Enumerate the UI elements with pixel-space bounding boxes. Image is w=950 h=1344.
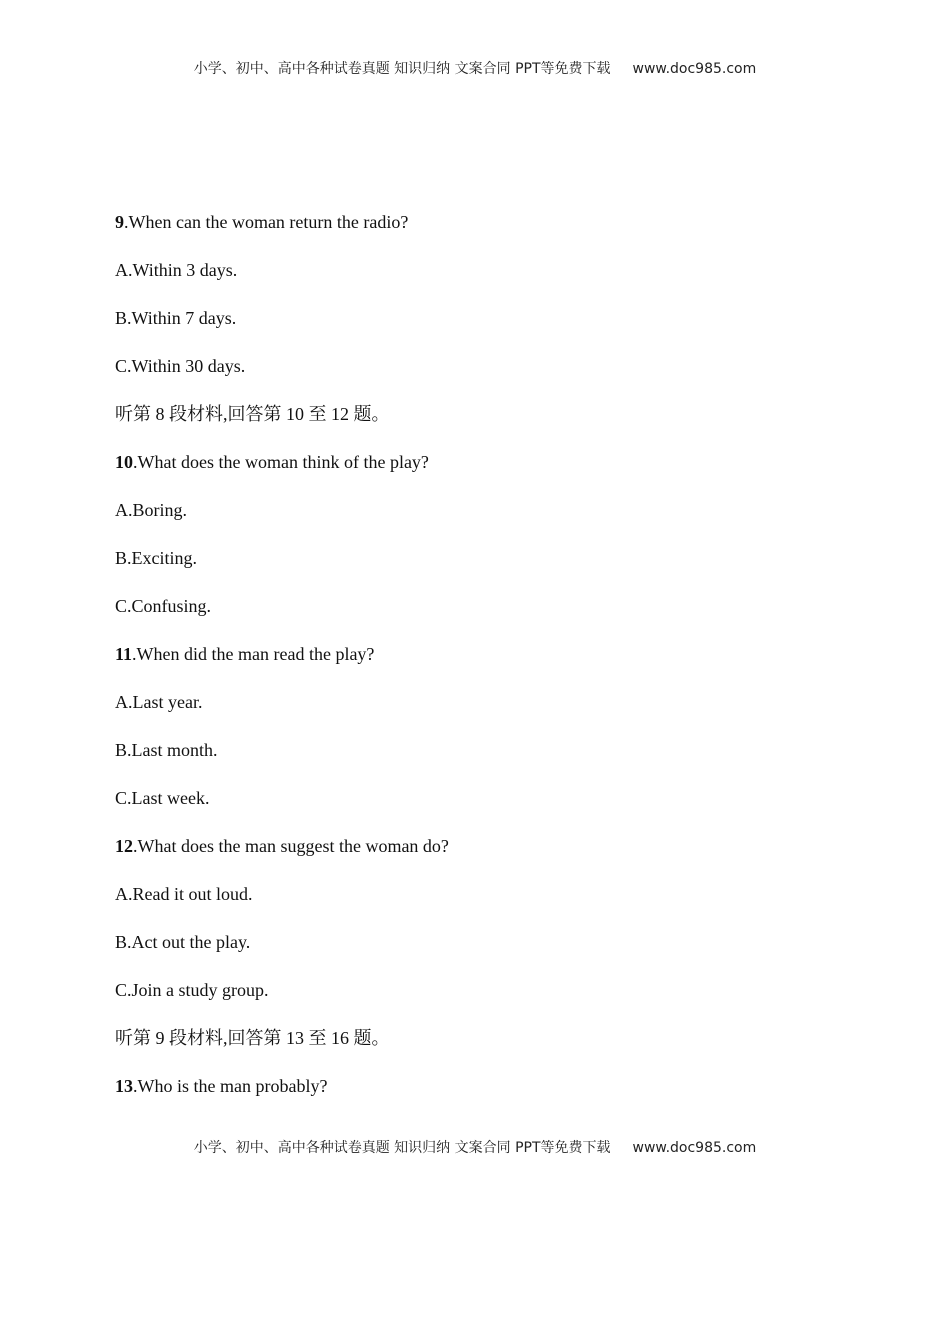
option-c: C.Last week. bbox=[115, 788, 210, 808]
question-number: 9 bbox=[115, 212, 124, 232]
header-url: www.doc985.com bbox=[632, 61, 757, 77]
page-footer bbox=[0, 1137, 950, 1157]
option-a: A.Last year. bbox=[115, 692, 203, 712]
question-number: 10 bbox=[115, 452, 133, 472]
footer-text: 小学、初中、高中各种试卷真题 知识归纳 文案合同 PPT等免费下载 bbox=[193, 1140, 611, 1156]
section-instruction-9: 听第 9 段材料,回答第 13 至 16 题。 bbox=[115, 1028, 390, 1048]
question-13 bbox=[115, 1072, 835, 1120]
document-body bbox=[115, 208, 835, 1120]
question-number: 11 bbox=[115, 644, 133, 664]
option-a: A.Read it out loud. bbox=[115, 884, 253, 904]
option-c: C.Confusing. bbox=[115, 596, 212, 616]
question-text: .When can the woman return the radio? bbox=[124, 212, 409, 232]
option-b: B.Last month. bbox=[115, 740, 218, 760]
option-b: B.Act out the play. bbox=[115, 932, 251, 952]
question-text: .Who is the man probably? bbox=[133, 1076, 328, 1096]
footer-url: www.doc985.com bbox=[632, 1140, 757, 1156]
question-number: 13 bbox=[115, 1076, 133, 1096]
question-text: .When did the man read the play? bbox=[132, 644, 375, 664]
question-11 bbox=[115, 640, 835, 688]
option-a: A.Within 3 days. bbox=[115, 260, 238, 280]
section-instruction-8: 听第 8 段材料,回答第 10 至 12 题。 bbox=[115, 404, 390, 424]
option-b: B.Exciting. bbox=[115, 548, 197, 568]
option-a: A.Boring. bbox=[115, 500, 187, 520]
question-10 bbox=[115, 448, 835, 496]
option-b: B.Within 7 days. bbox=[115, 308, 237, 328]
question-9 bbox=[115, 208, 835, 256]
page-header bbox=[0, 58, 950, 78]
question-text: .What does the woman think of the play? bbox=[133, 452, 429, 472]
question-12 bbox=[115, 832, 835, 880]
question-number: 12 bbox=[115, 836, 133, 856]
option-c: C.Within 30 days. bbox=[115, 356, 246, 376]
question-text: .What does the man suggest the woman do? bbox=[133, 836, 449, 856]
option-c: C.Join a study group. bbox=[115, 980, 269, 1000]
header-text: 小学、初中、高中各种试卷真题 知识归纳 文案合同 PPT等免费下载 bbox=[193, 61, 611, 77]
